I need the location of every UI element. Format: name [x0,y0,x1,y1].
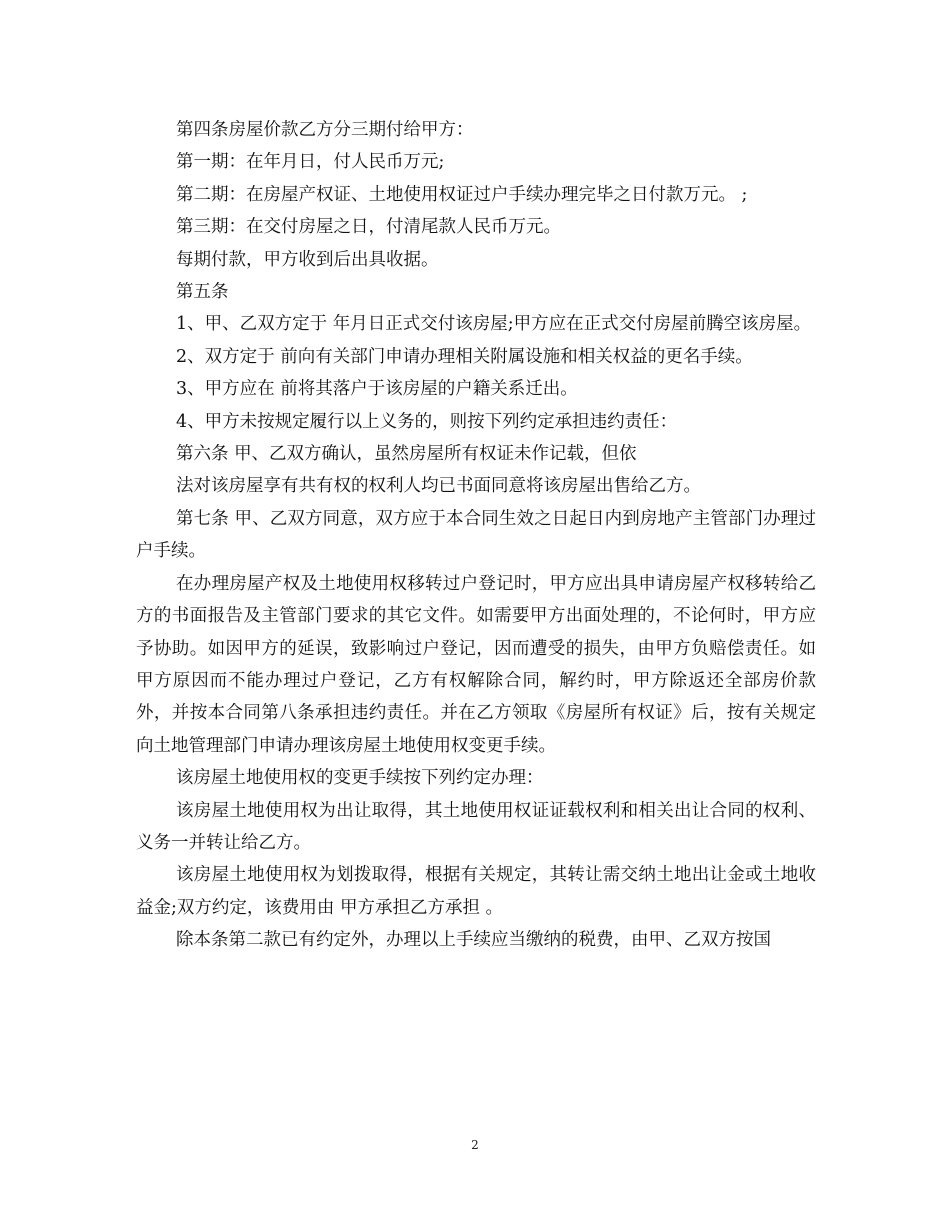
transfer-registration-clause: 在办理房屋产权及土地使用权移转过户登记时，甲方应出具申请房屋产权移转给乙方的书面报告及主管部门要求的其它文件。如需要甲方出面处理的，不论何时，甲方应予协助。如因甲方的延误，致影响过户登记，因而遭受的损失，由甲方负赔偿责任。如甲方原因而不能办理过户登记，乙方有权解除合同，解约时，甲方除返还全部房价款外，并按本合同第八条承担违约责任。并在乙方领取《房屋所有权证》后，按有关规定向土地管理部门申请办理该房屋土地使用权变更手续。 [136,573,816,756]
payment-phase-1: 第一期：在年月日，付人民币万元; [176,152,445,173]
article-5-item-1: 1、甲、乙双方定于 年月日正式交付该房屋;甲方应在正式交付房屋前腾空该房屋。 [176,314,812,335]
article-6-line-1: 第六条 甲、乙双方确认，虽然房屋所有权证未作记载，但依 [176,444,637,465]
article-5-item-2: 2、双方定于 前向有关部门申请办理相关附属设施和相关权益的更名手续。 [176,346,753,367]
article-7-heading: 第七条 甲、乙双方同意，双方应于本合同生效之日起日内到房地产主管部门办理过户手续。 [136,508,816,562]
article-5-item-4: 4、甲方未按规定履行以上义务的，则按下列约定承担违约责任： [176,411,678,432]
payment-phase-2: 第二期：在房屋产权证、土地使用权证过户手续办理完毕之日付款万元。 ; [176,184,748,205]
article-6-line-2: 法对该房屋享有共有权的权利人均已书面同意将该房屋出售给乙方。 [176,476,701,497]
tax-fee-clause: 除本条第二款已有约定外，办理以上手续应当缴纳的税费，由甲、乙双方按国 [176,930,771,951]
land-use-right-transfer: 该房屋土地使用权为出让取得，其土地使用权证证载权利和相关出让合同的权利、义务一并转让给乙方。 [136,800,816,853]
article-5-item-3: 3、甲方应在 前将其落户于该房屋的户籍关系迁出。 [176,379,578,400]
document-body [136,114,816,957]
payment-receipt-clause: 每期付款，甲方收到后出具收据。 [176,249,439,270]
article-4-heading: 第四条房屋价款乙方分三期付给甲方： [176,120,474,140]
payment-phase-3: 第三期：在交付房屋之日，付清尾款人民币万元。 [176,217,561,238]
article-5-heading: 第五条 [176,282,229,303]
land-use-right-allocation: 该房屋土地使用权为划拨取得，根据有关规定，其转让需交纳土地出让金或土地收益金;双方约定，该费用由 甲方承担乙方承担 。 [136,865,816,918]
land-use-right-intro: 该房屋土地使用权的变更手续按下列约定办理： [176,768,544,789]
page-number: 2 [471,1138,479,1152]
